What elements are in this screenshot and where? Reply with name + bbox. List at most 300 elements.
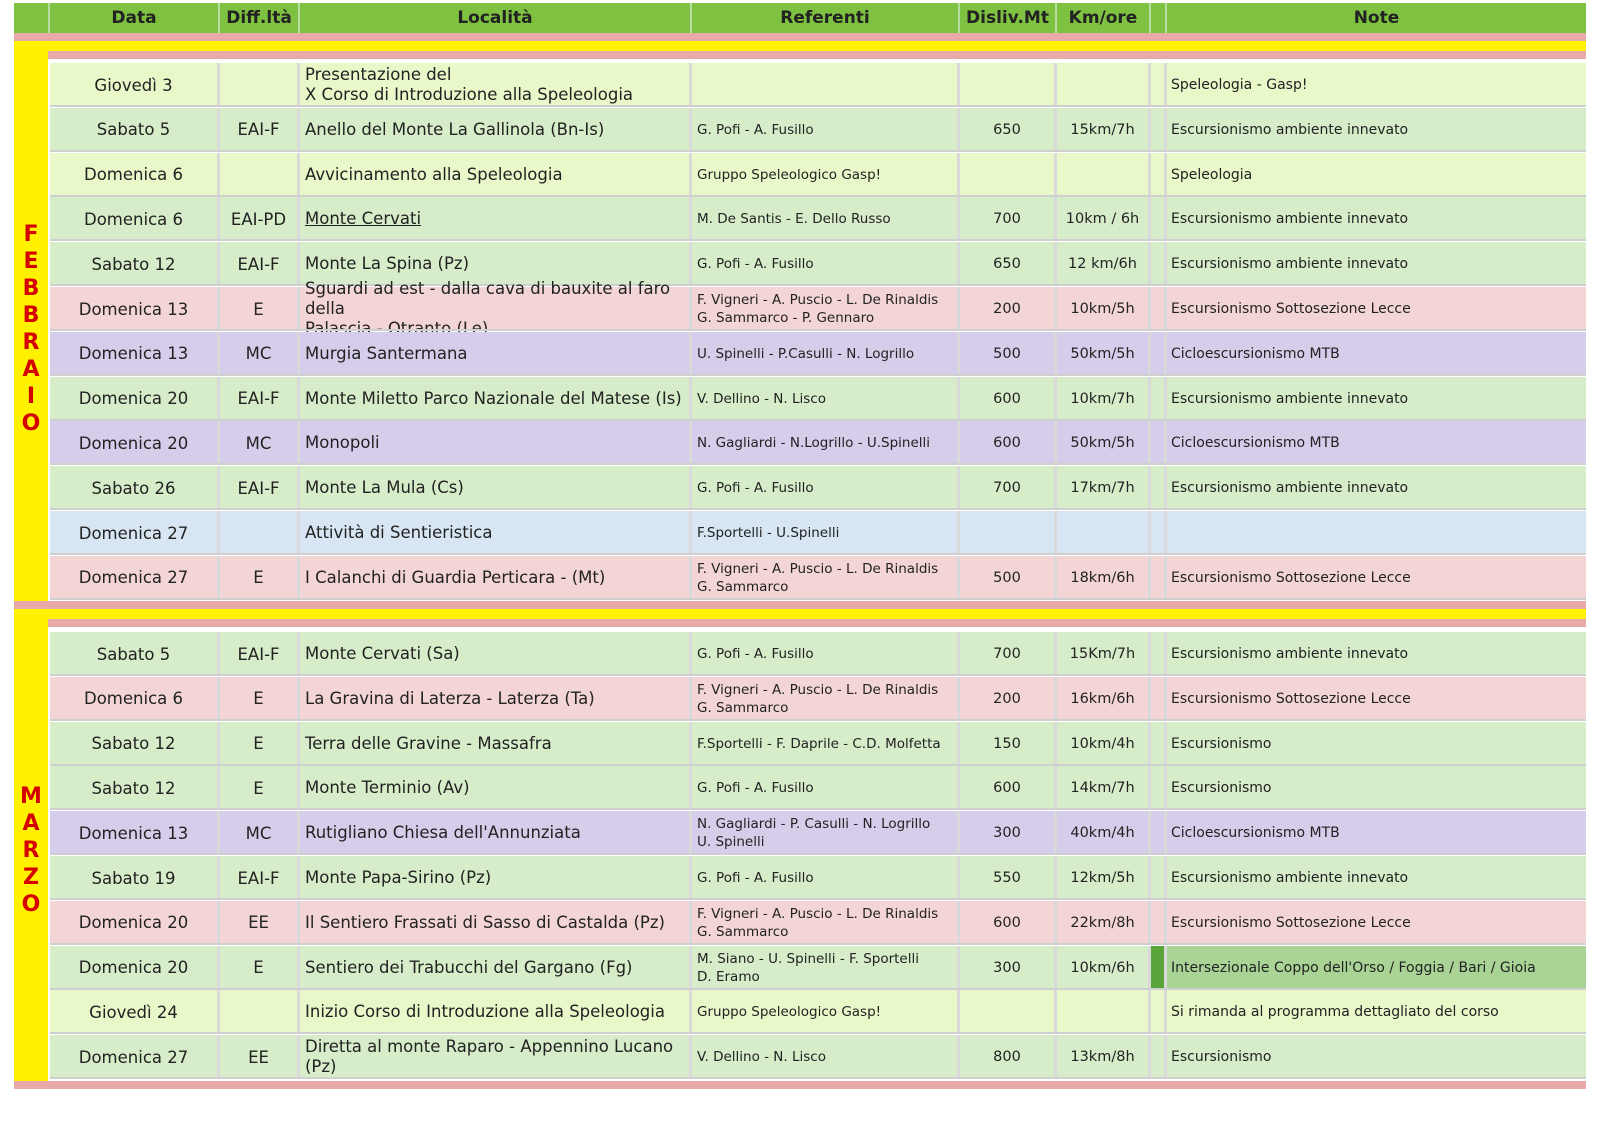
cell-dislivello <box>960 990 1057 1034</box>
cell-difficulty: EAI-PD <box>220 197 300 241</box>
cell-km-ore: 22km/8h <box>1057 901 1151 945</box>
cell-dislivello: 150 <box>960 722 1057 766</box>
cell-note: Escursionismo <box>1167 766 1586 810</box>
month-letter: O <box>21 411 41 436</box>
header-referenti: Referenti <box>692 3 960 33</box>
cell-date: Sabato 12 <box>50 722 220 766</box>
cell-gap <box>1151 466 1167 510</box>
cell-dislivello: 600 <box>960 421 1057 465</box>
cell-note: Escursionismo ambiente innevato <box>1167 377 1586 421</box>
localita-line: I Calanchi di Guardia Perticara - (Mt) <box>305 567 606 587</box>
cell-date: Sabato 12 <box>50 242 220 286</box>
localita-line: Anello del Monte La Gallinola (Bn-Is) <box>305 119 605 139</box>
cell-date: Giovedì 3 <box>50 63 220 107</box>
cell-note: Escursionismo Sottosezione Lecce <box>1167 901 1586 945</box>
row-divider <box>50 853 1586 855</box>
cell-km-ore: 10km/4h <box>1057 722 1151 766</box>
cell-localita <box>300 556 692 600</box>
row-divider <box>50 284 1586 286</box>
cell-referenti <box>692 556 960 600</box>
table-row <box>50 556 1586 600</box>
row-divider <box>50 508 1586 510</box>
cell-localita <box>300 153 692 197</box>
cell-localita <box>300 108 692 152</box>
cell-referenti <box>692 677 960 721</box>
cell-dislivello: 300 <box>960 811 1057 855</box>
cell-km-ore: 15Km/7h <box>1057 632 1151 676</box>
separator <box>14 1081 1586 1089</box>
cell-referenti <box>692 466 960 510</box>
table-row <box>50 242 1586 286</box>
cell-dislivello <box>960 153 1057 197</box>
row-divider <box>50 898 1586 900</box>
row-divider <box>50 419 1586 421</box>
cell-km-ore: 10km/7h <box>1057 377 1151 421</box>
cell-gap <box>1151 766 1167 810</box>
cell-note: Escursionismo ambiente innevato <box>1167 856 1586 900</box>
cell-km-ore: 12km/5h <box>1057 856 1151 900</box>
table-header <box>14 3 1586 33</box>
cell-dislivello: 650 <box>960 108 1057 152</box>
table-row <box>50 811 1586 855</box>
cell-difficulty: EAI-F <box>220 632 300 676</box>
cell-difficulty: EE <box>220 901 300 945</box>
month-letter: A <box>22 811 40 836</box>
cell-note: Escursionismo ambiente innevato <box>1167 242 1586 286</box>
header-km-ore: Km/ore <box>1057 3 1151 33</box>
cell-gap <box>1151 811 1167 855</box>
table-row <box>50 946 1586 990</box>
row-divider <box>50 463 1586 465</box>
row-divider <box>50 150 1586 152</box>
row-divider <box>50 598 1586 600</box>
referenti-line: G. Sammarco <box>697 923 789 940</box>
table-row <box>50 856 1586 900</box>
localita-line: Monte Terminio (Av) <box>305 778 470 798</box>
cell-km-ore <box>1057 511 1151 555</box>
cell-referenti <box>692 108 960 152</box>
cell-difficulty <box>220 990 300 1034</box>
cell-note: Escursionismo Sottosezione Lecce <box>1167 287 1586 331</box>
separator <box>14 41 1586 51</box>
referenti-line: G. Pofi - A. Fusillo <box>697 870 814 886</box>
header-spacer <box>14 3 50 33</box>
cell-date: Domenica 6 <box>50 677 220 721</box>
cell-gap <box>1151 108 1167 152</box>
cell-localita <box>300 421 692 465</box>
referenti-line: F. Vigneri - A. Puscio - L. De Rinaldis <box>697 905 939 922</box>
cell-localita <box>300 332 692 376</box>
referenti-line: F. Vigneri - A. Puscio - L. De Rinaldis <box>697 292 939 308</box>
cell-gap <box>1151 242 1167 286</box>
referenti-line: G. Sammarco <box>697 578 789 595</box>
referenti-line: G. Sammarco - P. Gennaro <box>697 310 875 326</box>
cell-km-ore: 18km/6h <box>1057 556 1151 600</box>
cell-dislivello: 700 <box>960 197 1057 241</box>
cell-dislivello: 600 <box>960 901 1057 945</box>
localita-line: Monte Papa-Sirino (Pz) <box>305 868 492 887</box>
cell-note: Escursionismo Sottosezione Lecce <box>1167 556 1586 600</box>
cell-km-ore: 40km/4h <box>1057 811 1151 855</box>
cell-date: Domenica 13 <box>50 287 220 331</box>
table-row <box>50 63 1586 107</box>
cell-gap <box>1151 153 1167 197</box>
cell-dislivello: 600 <box>960 766 1057 810</box>
cell-dislivello <box>960 511 1057 555</box>
cell-referenti <box>692 946 960 990</box>
row-divider <box>50 719 1586 721</box>
cell-km-ore <box>1057 63 1151 107</box>
cell-referenti <box>692 377 960 421</box>
cell-gap <box>1151 511 1167 555</box>
cell-date: Sabato 12 <box>50 766 220 810</box>
localita-line: X Corso di Introduzione alla Speleologia <box>305 85 634 104</box>
row-divider <box>50 1032 1586 1034</box>
cell-referenti <box>692 766 960 810</box>
cell-referenti <box>692 197 960 241</box>
cell-km-ore: 10km/6h <box>1057 946 1151 990</box>
cell-difficulty: E <box>220 287 300 331</box>
table-row <box>50 153 1586 197</box>
referenti-line: F.Sportelli - F. Daprile - C.D. Molfetta <box>697 735 941 752</box>
table-row <box>50 901 1586 945</box>
cell-note: Escursionismo <box>1167 1035 1586 1079</box>
referenti-line: G. Sammarco <box>697 699 789 716</box>
month-letter: F <box>23 222 39 247</box>
cell-note: Escursionismo ambiente innevato <box>1167 466 1586 510</box>
header-data: Data <box>50 3 220 33</box>
table-row <box>50 466 1586 510</box>
localita-line: Diretta al monte Raparo - Appennino Lucano (Pz) <box>305 1037 674 1077</box>
row-divider <box>50 329 1586 331</box>
cell-dislivello: 550 <box>960 856 1057 900</box>
month-label-marzo <box>14 783 48 918</box>
cell-gap <box>1151 901 1167 945</box>
row-divider <box>50 195 1586 197</box>
cell-note: Speleologia <box>1167 153 1586 197</box>
cell-gap <box>1151 63 1167 107</box>
cell-note: Escursionismo ambiente innevato <box>1167 632 1586 676</box>
cell-localita <box>300 856 692 900</box>
cell-localita <box>300 901 692 945</box>
cell-localita <box>300 766 692 810</box>
localita-line: Il Sentiero Frassati di Sasso di Castalda (Pz) <box>305 912 665 932</box>
month-letter: M <box>20 784 42 809</box>
cell-km-ore: 14km/7h <box>1057 766 1151 810</box>
referenti-line: G. Pofi - A. Fusillo <box>697 121 814 138</box>
localita-line: Monte Cervati (Sa) <box>305 644 460 663</box>
row-divider <box>50 553 1586 555</box>
cell-date: Domenica 20 <box>50 946 220 990</box>
separator <box>14 619 1586 627</box>
cell-km-ore: 16km/6h <box>1057 677 1151 721</box>
month-letter: E <box>23 249 39 274</box>
cell-referenti <box>692 990 960 1034</box>
cell-difficulty: EAI-F <box>220 377 300 421</box>
localita-line: Terra delle Gravine - Massafra <box>305 733 552 753</box>
cell-date: Sabato 5 <box>50 108 220 152</box>
cell-referenti <box>692 63 960 107</box>
cell-difficulty: E <box>220 677 300 721</box>
cell-referenti <box>692 153 960 197</box>
cell-date: Domenica 20 <box>50 421 220 465</box>
header-note: Note <box>1353 8 1400 28</box>
month-letter: R <box>22 838 40 863</box>
cell-localita <box>300 377 692 421</box>
cell-gap <box>1151 722 1167 766</box>
cell-referenti <box>692 722 960 766</box>
localita-line: La Gravina di Laterza - Laterza (Ta) <box>305 688 595 708</box>
cell-date: Giovedì 24 <box>50 990 220 1034</box>
cell-difficulty <box>220 63 300 107</box>
table-row <box>50 421 1586 465</box>
cell-difficulty: MC <box>220 421 300 465</box>
cell-gap <box>1151 287 1167 331</box>
cell-difficulty: EAI-F <box>220 466 300 510</box>
table-row <box>50 766 1586 810</box>
localita-line: Attività di Sentieristica <box>305 523 493 542</box>
localita-line: Sentiero dei Trabucchi del Gargano (Fg) <box>305 957 633 977</box>
separator <box>14 33 1586 41</box>
table-row <box>50 632 1586 676</box>
cell-gap <box>1151 332 1167 376</box>
referenti-line: F. Vigneri - A. Puscio - L. De Rinaldis <box>697 560 939 577</box>
month-letter: A <box>22 357 40 382</box>
cell-referenti <box>692 901 960 945</box>
referenti-line: G. Pofi - A. Fusillo <box>697 780 814 797</box>
referenti-line: V. Dellino - N. Lisco <box>697 1049 826 1066</box>
table-row <box>50 108 1586 152</box>
table-row <box>50 990 1586 1034</box>
cell-difficulty <box>220 511 300 555</box>
cell-dislivello: 200 <box>960 677 1057 721</box>
referenti-line: V. Dellino - N. Lisco <box>697 390 826 407</box>
cell-localita <box>300 279 692 331</box>
cell-km-ore <box>1057 990 1151 1034</box>
cell-km-ore: 10km/5h <box>1057 287 1151 331</box>
cell-date: Domenica 13 <box>50 332 220 376</box>
cell-date: Domenica 20 <box>50 901 220 945</box>
localita-line: Avvicinamento alla Speleologia <box>305 164 563 184</box>
cell-localita <box>300 946 692 990</box>
header-localita: Località <box>300 3 692 33</box>
localita-line: Monte La Mula (Cs) <box>305 478 464 498</box>
cell-localita <box>300 466 692 510</box>
row-divider <box>50 1077 1586 1079</box>
cell-referenti <box>692 332 960 376</box>
table-row <box>50 1035 1586 1079</box>
cell-referenti <box>692 632 960 676</box>
cell-localita <box>300 677 692 721</box>
row-divider <box>50 808 1586 810</box>
cell-note <box>1167 511 1586 555</box>
cell-gap <box>1151 556 1167 600</box>
row-divider <box>50 105 1586 107</box>
cell-dislivello: 200 <box>960 287 1057 331</box>
cell-gap <box>1151 421 1167 465</box>
cell-localita <box>300 990 692 1034</box>
table-row <box>50 197 1586 241</box>
month-letter: Z <box>23 865 39 890</box>
header-dislivello: Disliv.Mt <box>960 3 1057 33</box>
cell-dislivello: 700 <box>960 632 1057 676</box>
cell-note: Escursionismo ambiente innevato <box>1167 108 1586 152</box>
row-divider <box>50 374 1586 376</box>
referenti-line: N. Gagliardi - P. Casulli - N. Logrillo <box>697 816 931 833</box>
referenti-line: Gruppo Speleologico Gasp! <box>697 1004 882 1021</box>
referenti-line: F.Sportelli - U.Spinelli <box>697 525 840 541</box>
cell-dislivello: 800 <box>960 1035 1057 1079</box>
month-letter: O <box>21 892 41 917</box>
localita-line: Monte Miletto Parco Nazionale del Matese (Is) <box>305 388 682 408</box>
schedule-sheet <box>14 3 1586 1120</box>
cell-km-ore <box>1057 153 1151 197</box>
cell-referenti <box>692 511 960 555</box>
referenti-line: M. De Santis - E. Dello Russo <box>697 211 891 228</box>
referenti-line: G. Pofi - A. Fusillo <box>697 480 814 497</box>
separator <box>14 51 1586 59</box>
month-letter: B <box>22 276 40 301</box>
row-divider <box>50 239 1586 241</box>
cell-difficulty <box>220 153 300 197</box>
localita-line[interactable]: Monte Cervati <box>305 209 422 229</box>
cell-localita <box>300 811 692 855</box>
separator <box>14 601 1586 609</box>
month-label-febbraio <box>14 221 48 437</box>
cell-date: Domenica 20 <box>50 377 220 421</box>
cell-note: Si rimanda al programma dettagliato del corso <box>1167 990 1586 1034</box>
table-row <box>50 377 1586 421</box>
cell-dislivello: 650 <box>960 242 1057 286</box>
cell-note: Cicloescursionismo MTB <box>1167 421 1586 465</box>
row-divider <box>50 764 1586 766</box>
referenti-line: M. Siano - U. Spinelli - F. Sportelli <box>697 950 919 967</box>
cell-difficulty: EAI-F <box>220 242 300 286</box>
localita-line: Presentazione del <box>305 65 452 84</box>
cell-note: Cicloescursionismo MTB <box>1167 332 1586 376</box>
cell-difficulty: E <box>220 556 300 600</box>
cell-referenti <box>692 1035 960 1079</box>
referenti-line: N. Gagliardi - N.Logrillo - U.Spinelli <box>697 435 931 452</box>
cell-localita <box>300 197 692 241</box>
row-divider <box>50 943 1586 945</box>
cell-localita <box>300 722 692 766</box>
localita-line: Monopoli <box>305 433 380 453</box>
cell-gap <box>1151 377 1167 421</box>
table-row <box>50 722 1586 766</box>
cell-difficulty: EAI-F <box>220 108 300 152</box>
localita-line: Sguardi ad est - dalla cava di bauxite al faro della <box>305 279 671 318</box>
cell-dislivello: 500 <box>960 332 1057 376</box>
table-row <box>50 279 1586 331</box>
row-divider <box>50 674 1586 676</box>
cell-referenti <box>692 421 960 465</box>
cell-referenti <box>692 242 960 286</box>
cell-date: Domenica 6 <box>50 197 220 241</box>
cell-date: Domenica 27 <box>50 511 220 555</box>
table-row <box>50 677 1586 721</box>
referenti-line: G. Pofi - A. Fusillo <box>697 256 814 273</box>
cell-note: Escursionismo <box>1167 722 1586 766</box>
cell-km-ore: 17km/7h <box>1057 466 1151 510</box>
cell-dislivello: 600 <box>960 377 1057 421</box>
cell-localita <box>300 63 692 107</box>
row-divider <box>50 988 1586 990</box>
cell-note: Escursionismo ambiente innevato <box>1167 197 1586 241</box>
referenti-line: F. Vigneri - A. Puscio - L. De Rinaldis <box>697 681 939 698</box>
referenti-line: U. Spinelli <box>697 834 765 851</box>
cell-referenti <box>692 287 960 331</box>
cell-localita <box>300 1035 692 1079</box>
localita-line: Inizio Corso di Introduzione alla Speleologia <box>305 1002 665 1022</box>
cell-referenti <box>692 856 960 900</box>
cell-difficulty: E <box>220 766 300 810</box>
cell-difficulty: MC <box>220 811 300 855</box>
cell-note: Cicloescursionismo MTB <box>1167 811 1586 855</box>
referenti-line: Gruppo Speleologico Gasp! <box>697 166 882 183</box>
cell-gap <box>1151 856 1167 900</box>
cell-note: Intersezionale Coppo dell'Orso / Foggia / Bari / Gioia <box>1167 946 1586 990</box>
cell-difficulty: EAI-F <box>220 856 300 900</box>
cell-note: Speleologia - Gasp! <box>1167 63 1586 107</box>
cell-difficulty: E <box>220 946 300 990</box>
cell-difficulty: E <box>220 722 300 766</box>
cell-difficulty: EE <box>220 1035 300 1079</box>
cell-dislivello: 300 <box>960 946 1057 990</box>
month-letter: B <box>22 303 40 328</box>
cell-gap <box>1151 197 1167 241</box>
cell-dislivello <box>960 63 1057 107</box>
cell-km-ore: 50km/5h <box>1057 332 1151 376</box>
cell-dislivello: 500 <box>960 556 1057 600</box>
localita-line: Monte La Spina (Pz) <box>305 254 470 274</box>
cell-note: Escursionismo Sottosezione Lecce <box>1167 677 1586 721</box>
cell-km-ore: 12 km/6h <box>1057 242 1151 286</box>
month-letter: I <box>26 384 36 409</box>
cell-gap <box>1151 677 1167 721</box>
month-letter: R <box>22 330 40 355</box>
cell-date: Sabato 26 <box>50 466 220 510</box>
header-difficulty: Diff.ltà <box>220 3 300 33</box>
header-gap <box>1151 3 1167 33</box>
cell-gap <box>1151 946 1167 990</box>
cell-date: Sabato 19 <box>50 856 220 900</box>
cell-gap <box>1151 1035 1167 1079</box>
referenti-line: D. Eramo <box>697 968 760 985</box>
cell-km-ore: 10km / 6h <box>1057 197 1151 241</box>
cell-gap <box>1151 632 1167 676</box>
cell-localita <box>300 632 692 676</box>
cell-date: Domenica 13 <box>50 811 220 855</box>
cell-referenti <box>692 811 960 855</box>
cell-date: Domenica 6 <box>50 153 220 197</box>
referenti-line: U. Spinelli - P.Casulli - N. Logrillo <box>697 345 915 362</box>
cell-date: Sabato 5 <box>50 632 220 676</box>
table-row <box>50 511 1586 555</box>
cell-gap <box>1151 990 1167 1034</box>
cell-km-ore: 50km/5h <box>1057 421 1151 465</box>
localita-line: Murgia Santermana <box>305 343 468 363</box>
separator <box>14 609 1586 619</box>
table-row <box>50 332 1586 376</box>
cell-date: Domenica 27 <box>50 1035 220 1079</box>
cell-localita <box>300 511 692 555</box>
cell-km-ore: 13km/8h <box>1057 1035 1151 1079</box>
referenti-line: G. Pofi - A. Fusillo <box>697 646 814 662</box>
cell-dislivello: 700 <box>960 466 1057 510</box>
cell-difficulty: MC <box>220 332 300 376</box>
cell-km-ore: 15km/7h <box>1057 108 1151 152</box>
